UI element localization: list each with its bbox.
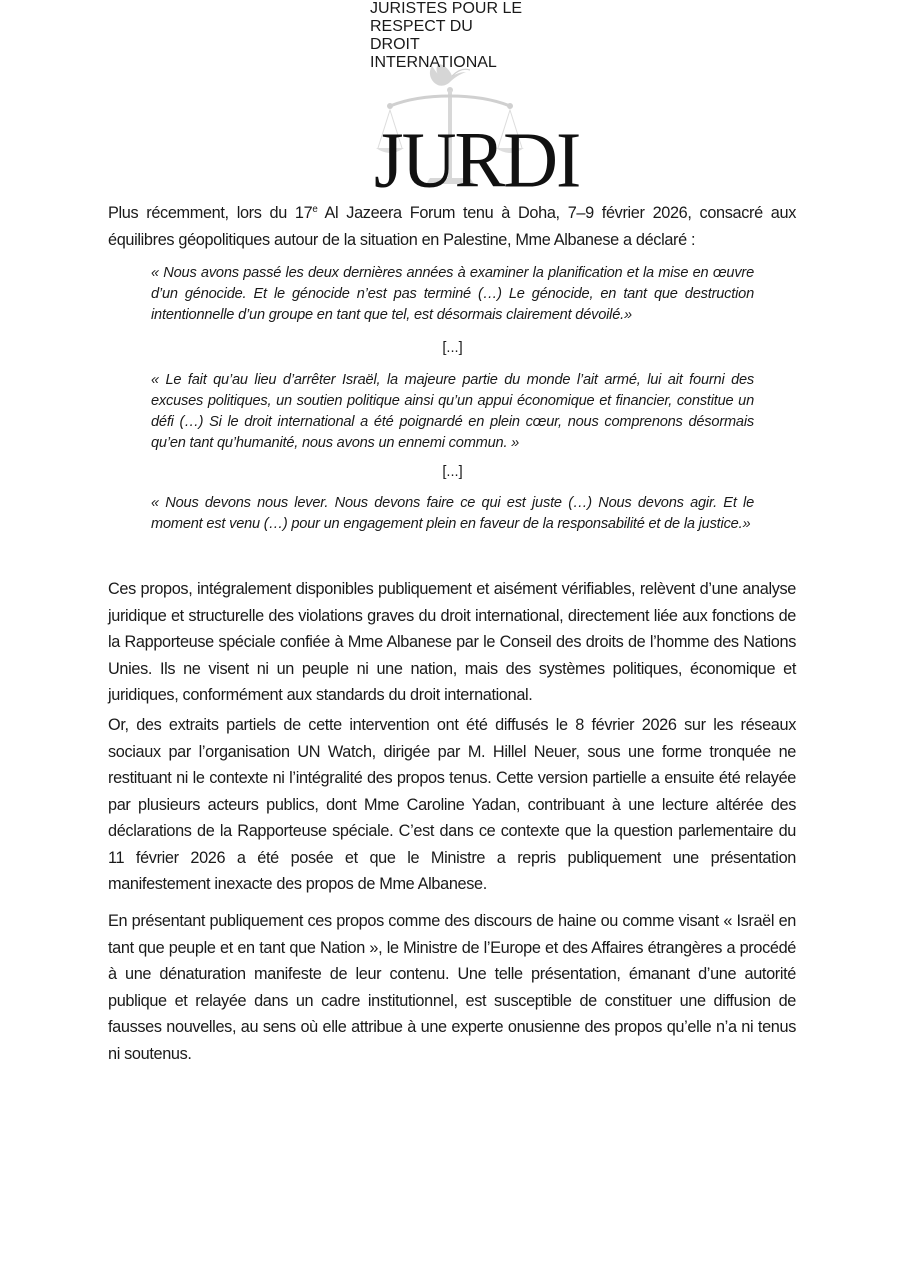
- logo-tagline-block: [370, 0, 580, 205]
- body-paragraph-1: Ces propos, intégralement disponibles publiquement et aisément vérifiables, relèvent d’une analyse juridique et structurelle des violations graves du droit international, directement liée aux fonctions de la Rapporteuse spéciale confiée à Mme Albanese par le Conseil des droits de l’homme des Nations Unies. Ils ne visent ni un peuple ni une nation, mais des systèmes politiques, économique et juridiques, conformément aux standards du droit international.: [108, 580, 796, 704]
- quote-3: « Nous devons nous lever. Nous devons faire ce qui est juste (…) Nous devons agir. Et le moment est venu (…) pour un engagement plein en faveur de la responsabilité et de la justice.»: [151, 495, 754, 532]
- quote-1: « Nous avons passé les deux dernières années à examiner la planification et la mise en œuvre d’un génocide. Et le génocide n’est pas terminé (…) Le génocide, en tant que destruction intentionnelle d’un groupe en tant que tel, est désormais clairement dévoilé.»: [151, 265, 754, 323]
- body-paragraph-3: En présentant publiquement ces propos comme des discours de haine ou comme visant « Israël en tant que peuple et en tant que Nation », le Ministre de l’Europe et des Affaires étrangères a procédé à une dénaturation manifeste de leur contenu. Une telle présentation, émanant d’une autorité publique et relayée dans un cadre institutionnel, est susceptible de constituer une diffusion de fausses nouvelles, au sens où elle attribue à une experte onusienne des propos qu’elle n’a ni tenus ni soutenus.: [108, 912, 796, 1063]
- intro-text-before: Plus récemment, lors du 17: [108, 204, 313, 222]
- ellipsis-separator-2: [...]: [442, 464, 463, 480]
- intro-text-after: Al Jazeera Forum tenu à Doha, 7–9 février 2026, consacré aux équilibres géopolitiques autour de la situation en Palestine, Mme Albanese a déclaré :: [108, 204, 797, 249]
- body-paragraph-2: Or, des extraits partiels de cette intervention ont été diffusés le 8 février 2026 sur les réseaux sociaux par l’organisation UN Watch, dirigée par M. Hillel Neuer, sous une forme tronquée ne restituant ni le contexte ni l’intégralité des propos tenus. Cette version partielle a ensuite été relayée par plusieurs acteurs publics, dont Mme Caroline Yadan, contribuant à une lecture altérée des déclarations de la Rapporteuse spéciale. C’est dans ce contexte que la question parlementaire du 11 février 2026 a été posée et que le Ministre a repris publiquement une présentation manifestement inexacte des propos de Mme Albanese.: [108, 716, 796, 893]
- ellipsis-separator-1: [...]: [442, 340, 463, 356]
- ordinal-superscript: e: [312, 204, 318, 216]
- logo-tagline-line2: DROIT INTERNATIONAL: [370, 36, 497, 71]
- logo-tagline-line1: JURISTES POUR LE RESPECT DU: [370, 0, 523, 35]
- quote-2: « Le fait qu’au lieu d’arrêter Israël, la majeure partie du monde l’ait armé, lui ait fourni des excuses politiques, un soutien politique ainsi qu’un appui économique et financier, constitue un défi (…) Si le droit international a été poignardé en plein cœur, nous comprenons désormais qu’en tant qu’humanité, nous avons un ennemi commun. »: [151, 372, 754, 451]
- logo-wordmark: JURDI: [374, 115, 580, 205]
- intro-paragraph: [108, 200, 796, 253]
